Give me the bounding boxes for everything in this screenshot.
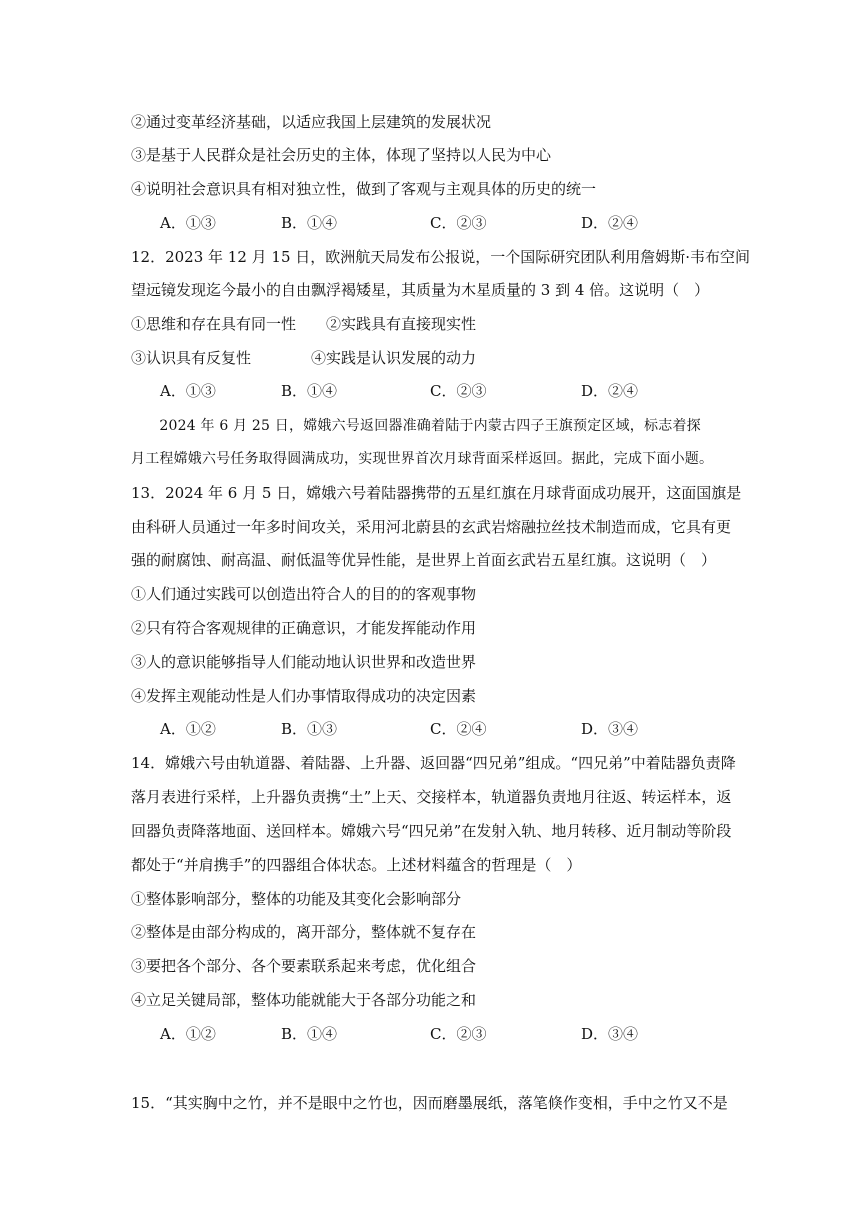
q14-option-c: C．②③	[430, 1025, 487, 1043]
q12-options	[160, 381, 740, 401]
q14-option-b: B．①④	[281, 1025, 338, 1043]
q12-option-c: C．②③	[430, 382, 487, 400]
q11-item-4: ④说明社会意识具有相对独立性，做到了客观与主观具体的历史的统一	[131, 180, 597, 198]
q12-stem-line-2: 望远镜发现迄今最小的自由飘浮褐矮星，其质量为木星质量的 3 到 4 倍。这说明（ ）	[131, 281, 710, 299]
q12-items-line-1: ①思维和存在具有同一性 ②实践具有直接现实性	[131, 315, 477, 333]
q12-option-a: A．①③	[160, 382, 216, 400]
q12-items-line-2: ③认识具有反复性 ④实践是认识发展的动力	[131, 349, 477, 367]
q13-stem-line-2: 由科研人员通过一年多时间攻关，采用河北蔚县的玄武岩熔融拉丝技术制造而成，它具有更	[131, 518, 732, 536]
q11-option-c: C．②③	[430, 214, 487, 232]
q13-option-a: A．①②	[160, 720, 216, 738]
q14-stem-line-4: 都处于“并肩携手”的四器组合体状态。上述材料蕴含的哲理是（ ）	[131, 856, 582, 874]
q11-option-b: B．①④	[281, 214, 338, 232]
q13-item-3: ③人的意识能够指导人们能动地认识世界和改造世界	[131, 653, 477, 671]
q15-stem-line-1: 15．“其实胸中之竹，并不是眼中之竹也，因而磨墨展纸，落笔倏作变相，手中之竹又不是	[131, 1094, 728, 1112]
q14-stem-line-3: 回器负责降落地面、送回样本。嫦娥六号“四兄弟”在发射入轨、地月转移、近月制动等阶段	[131, 822, 732, 840]
q14-options	[160, 1024, 740, 1044]
q13-option-d: D．③④	[581, 720, 639, 738]
q13-stem-line-1: 13．2024 年 6 月 5 日，嫦娥六号着陆器携带的五星红旗在月球背面成功展开，这面国旗是	[131, 484, 742, 502]
q12-option-d: D．②④	[581, 382, 639, 400]
q14-option-a: A．①②	[160, 1025, 216, 1043]
q11-option-d: D．②④	[581, 214, 639, 232]
passage-line-2: 月工程嫦娥六号任务取得圆满成功，实现世界首次月球背面采样返回。据此，完成下面小题。	[131, 451, 714, 467]
q14-item-1: ①整体影响部分，整体的功能及其变化会影响部分	[131, 890, 462, 908]
q11-options	[160, 213, 740, 233]
q13-option-b: B．①③	[281, 720, 338, 738]
q14-item-4: ④立足关键局部，整体功能就能大于各部分功能之和	[131, 991, 477, 1009]
q13-item-4: ④发挥主观能动性是人们办事情取得成功的决定因素	[131, 687, 477, 705]
q11-item-2: ②通过变革经济基础，以适应我国上层建筑的发展状况	[131, 113, 492, 131]
q13-option-c: C．②④	[430, 720, 487, 738]
q13-stem-line-3: 强的耐腐蚀、耐高温、耐低温等优异性能，是世界上首面玄武岩五星红旗。这说明（ ）	[131, 551, 717, 569]
q14-stem-line-2: 落月表进行采样，上升器负责携“土”上天、交接样本，轨道器负责地月往返、转运样本，返	[131, 788, 732, 806]
q13-item-2: ②只有符合客观规律的正确意识，才能发挥能动作用	[131, 619, 477, 637]
q12-stem-line-1: 12．2023 年 12 月 15 日，欧洲航天局发布公报说，一个国际研究团队利用詹姆斯·韦布空间	[131, 248, 751, 266]
q13-options	[160, 719, 740, 739]
q11-option-a: A．①③	[160, 214, 216, 232]
q12-option-b: B．①④	[281, 382, 338, 400]
q14-option-d: D．③④	[581, 1025, 639, 1043]
q14-item-2: ②整体是由部分构成的，离开部分，整体就不复存在	[131, 923, 477, 941]
q13-item-1: ①人们通过实践可以创造出符合人的目的的客观事物	[131, 585, 477, 603]
q14-stem-line-1: 14．嫦娥六号由轨道器、着陆器、上升器、返回器“四兄弟”组成。“四兄弟”中着陆器负责降	[131, 754, 736, 772]
q14-item-3: ③要把各个部分、各个要素联系起来考虑，优化组合	[131, 957, 477, 975]
q11-item-3: ③是基于人民群众是社会历史的主体，体现了坚持以人民为中心	[131, 146, 552, 164]
passage-line-1: 2024 年 6 月 25 日，嫦娥六号返回器准确着陆于内蒙古四子王旗预定区域，标志着探	[131, 418, 701, 434]
